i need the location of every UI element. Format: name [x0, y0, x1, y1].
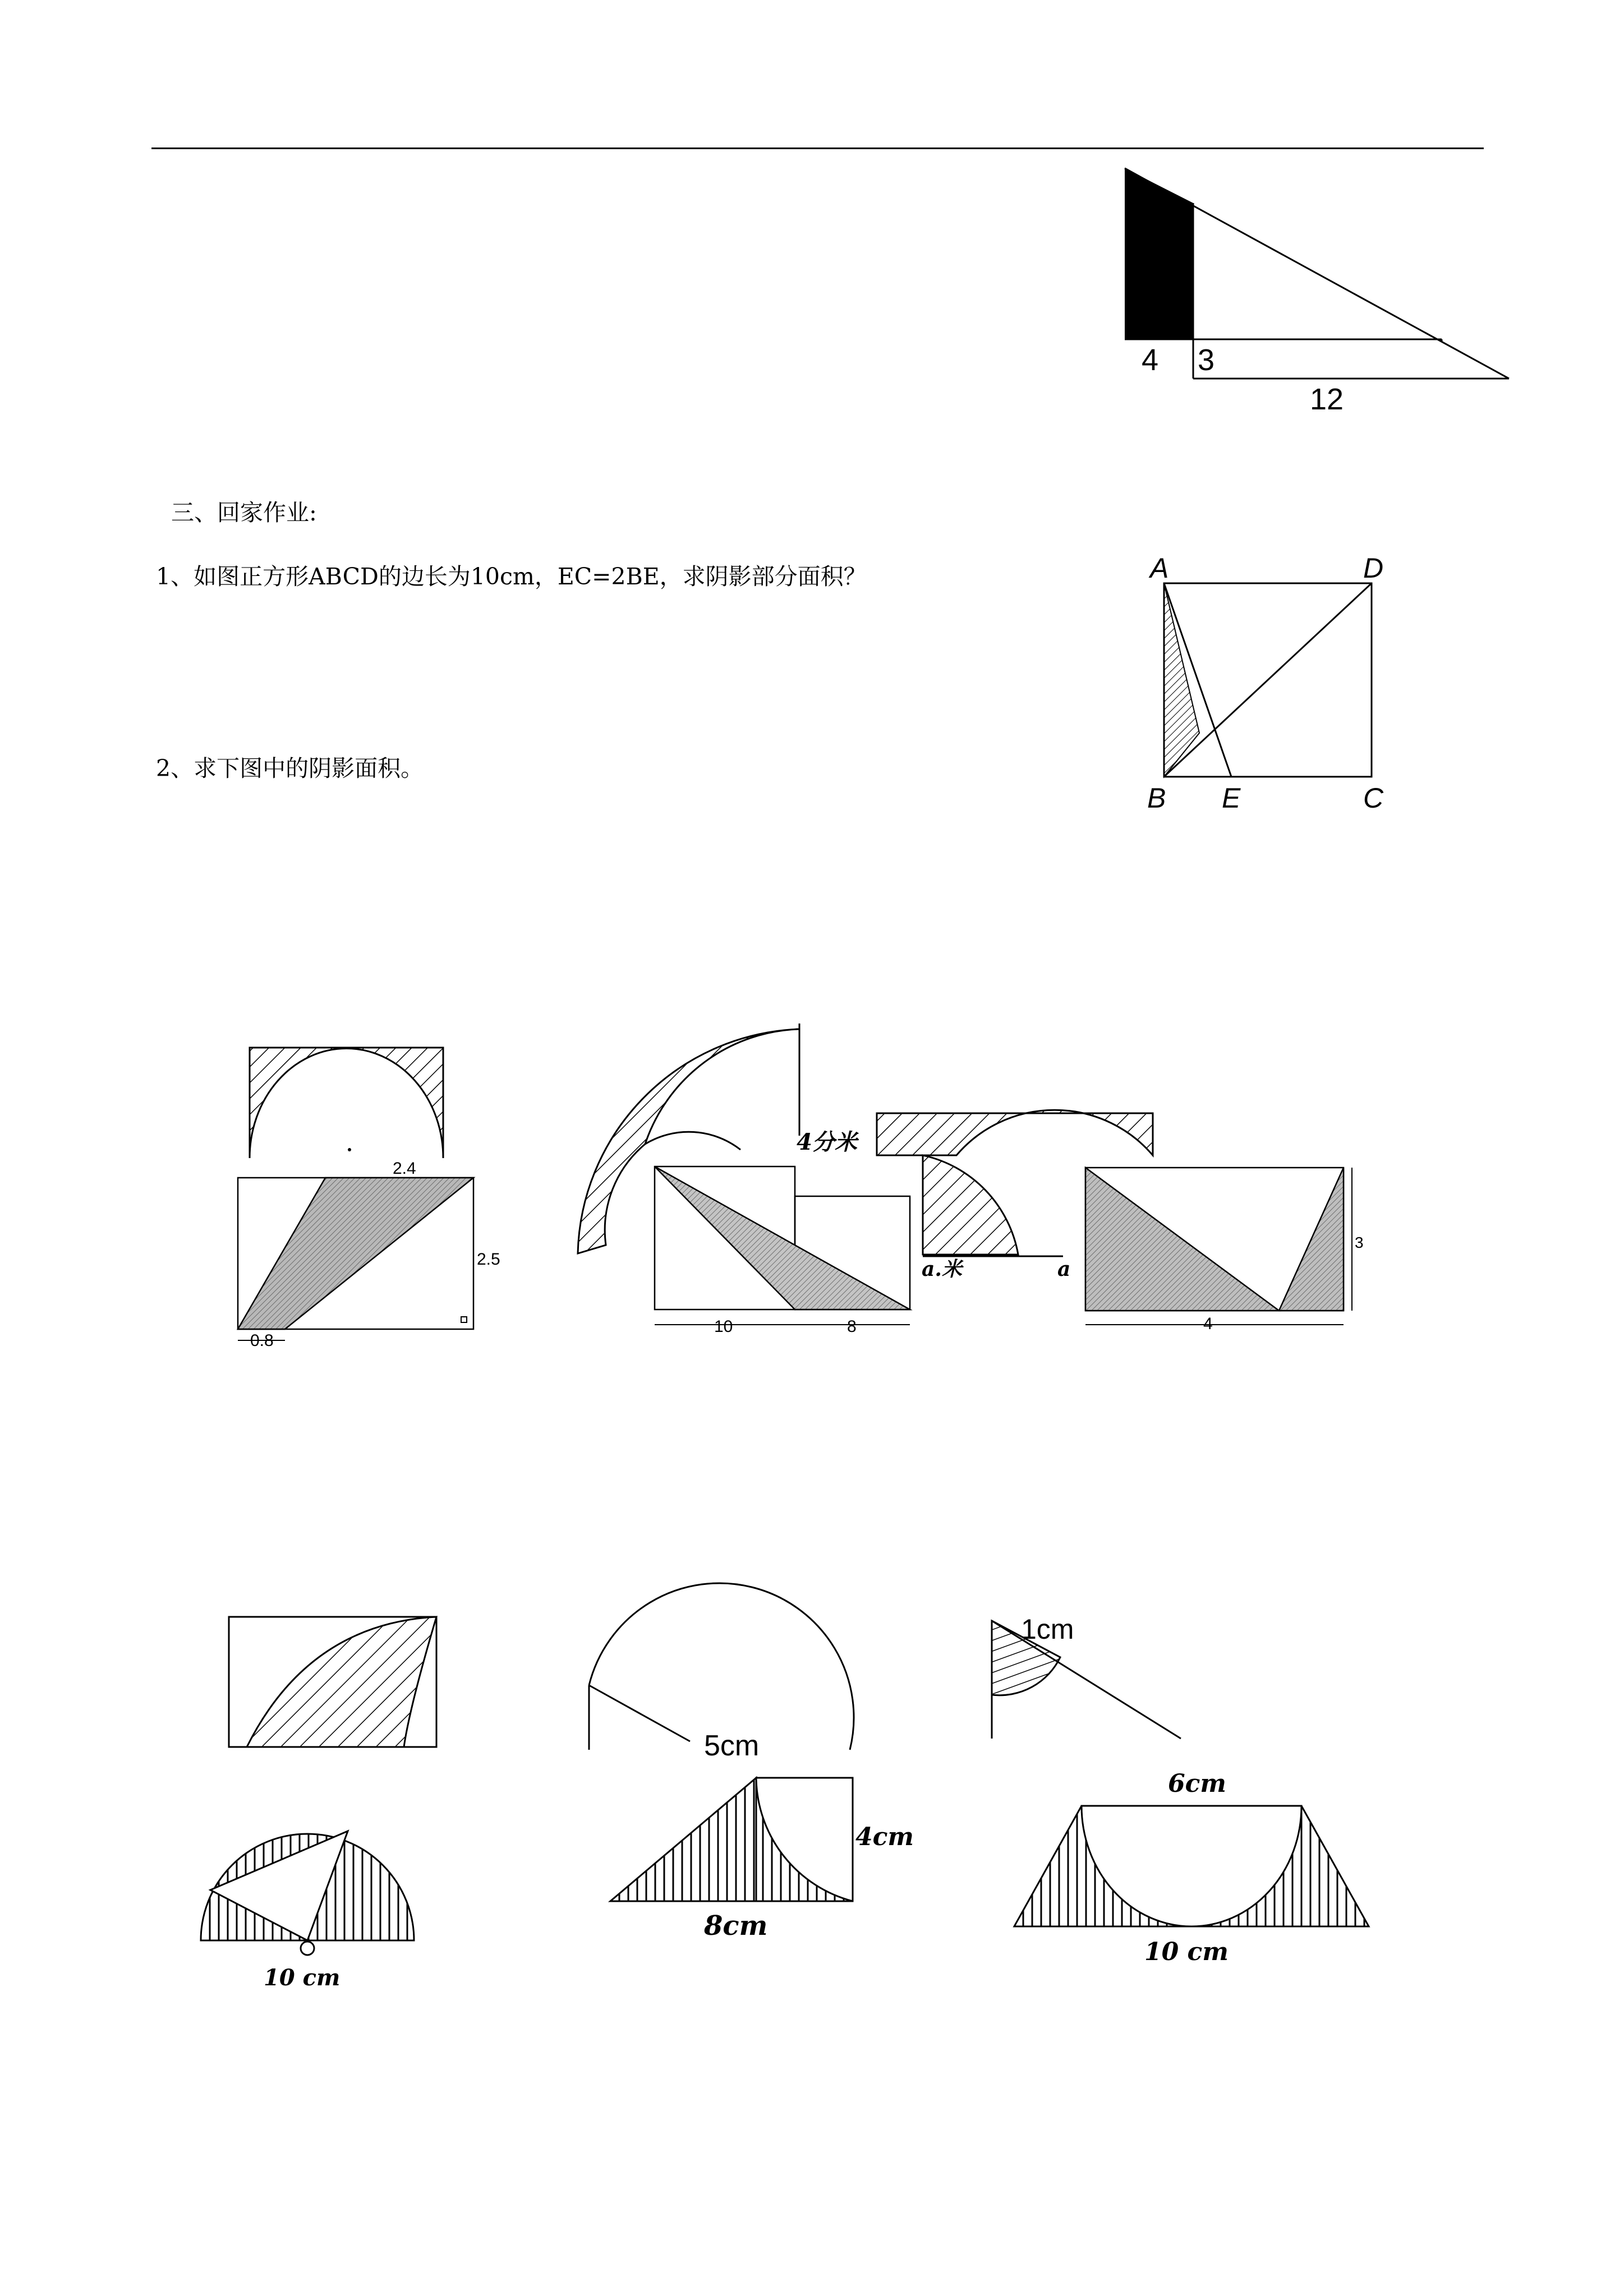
label-a-mi: a.米: [922, 1257, 962, 1281]
label-10: 10: [714, 1317, 733, 1336]
label-3: 3: [1355, 1234, 1364, 1251]
label-8: 8: [847, 1317, 857, 1336]
figure-semicircle-triangle: [196, 1817, 432, 2002]
question-1: 1、如图正方形ABCD的边长为10cm，EC=2BE，求阴影部分面积？: [156, 563, 867, 590]
label-0-8: 0.8: [250, 1331, 274, 1350]
label-10cm: 10 cm: [1144, 1938, 1229, 1966]
label-3: 3: [1198, 343, 1215, 377]
label-4cm: 4cm: [855, 1823, 914, 1851]
label-A: A: [1150, 552, 1169, 584]
figure-rect-triangles: [1080, 1161, 1372, 1340]
figure-trapezoid-semicircle: [1010, 1767, 1380, 1980]
section-title: 三、回家作业:: [171, 499, 317, 526]
label-4: 4: [1203, 1315, 1213, 1333]
label-5cm: 5cm: [704, 1730, 760, 1762]
label-2-5: 2.5: [477, 1250, 500, 1269]
label-4: 4: [1142, 343, 1159, 377]
label-4-fenmi: 4分米: [797, 1129, 857, 1155]
label-2-4: 2.4: [393, 1159, 416, 1178]
label-C: C: [1363, 782, 1384, 814]
label-1cm: 1cm: [1021, 1613, 1074, 1645]
label-a: a: [1057, 1257, 1071, 1281]
label-8cm: 8cm: [704, 1910, 768, 1942]
figure-parallelogram: [230, 1152, 505, 1349]
label-E: E: [1222, 782, 1241, 814]
header-rule: [151, 147, 1484, 149]
label-10cm: 10 cm: [264, 1965, 341, 1991]
black-strip: [1125, 168, 1193, 339]
label-B: B: [1147, 782, 1166, 814]
figure-square-leaf: [224, 1612, 449, 1747]
question-2: 2、求下图中的阴影面积。: [156, 755, 424, 782]
figure-triangle-strip: [1122, 165, 1515, 423]
label-D: D: [1363, 552, 1384, 584]
figure-square-abcd: [1139, 552, 1408, 822]
figure-triangle-square: [606, 1767, 920, 1957]
figure-corner-quarter: [987, 1610, 1212, 1750]
label-12: 12: [1310, 382, 1344, 416]
figure-circle-radius: [583, 1621, 864, 1762]
label-6cm: 6cm: [1168, 1769, 1226, 1798]
